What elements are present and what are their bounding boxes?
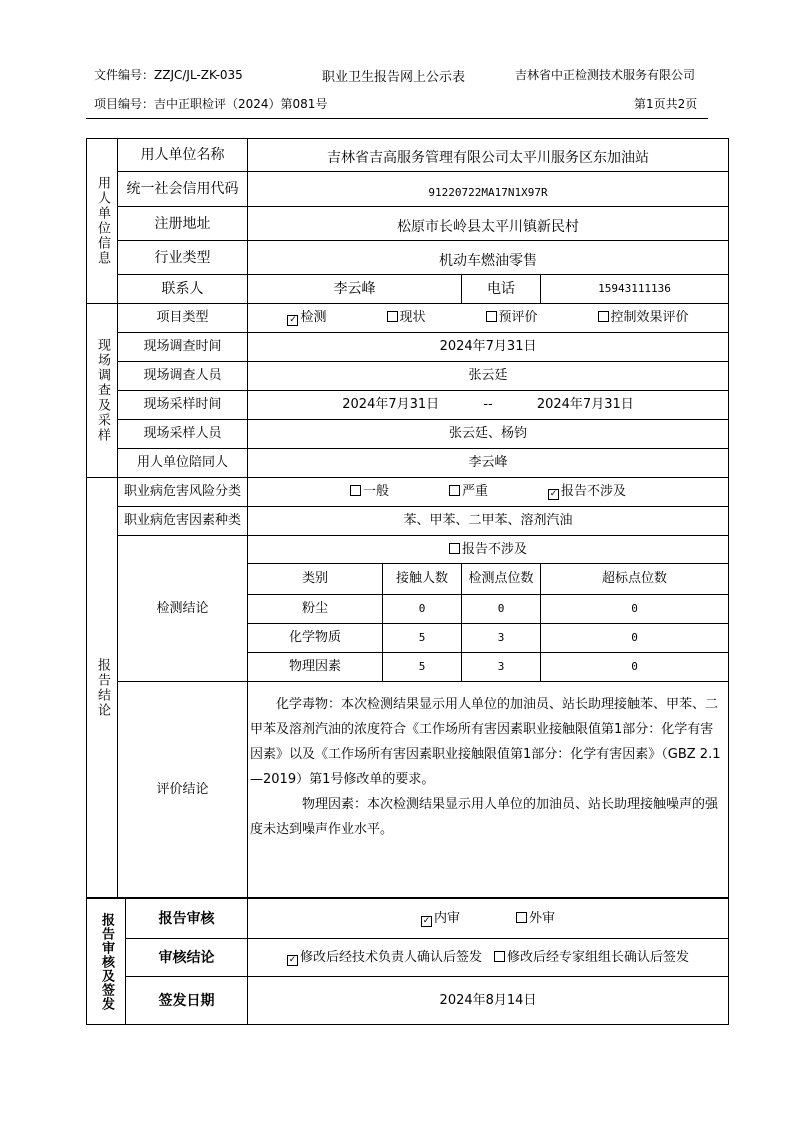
unchecked-box-icon[interactable] [494,951,505,962]
unchecked-box-icon[interactable] [387,311,398,322]
detect-column-header: 超标点位数 [541,564,729,595]
unchecked-box-icon[interactable] [598,311,609,322]
detect-column-header: 类别 [248,564,383,595]
project-type-label: 项目类型 [118,304,248,333]
factor-type-label: 职业病危害因素种类 [118,507,248,536]
header-rule [86,118,708,119]
companion: 李云峰 [248,449,729,478]
detect-conclusion-label: 检测结论 [118,536,248,682]
address-label: 注册地址 [118,207,248,241]
checked-box-icon[interactable]: ✓ [549,489,558,499]
conclusion-section-label: 报告结论 [87,478,118,898]
eval-conclusion-label: 评价结论 [118,682,248,898]
credit-code: 91220722MA17N1X97R [248,172,729,207]
risk-class-label: 职业病危害风险分类 [118,478,248,507]
detect-na-label: 报告不涉及 [462,541,528,557]
surveyor: 张云廷 [248,362,729,391]
eval-conclusion-text [248,682,729,898]
checked-box-icon[interactable]: ✓ [289,315,297,325]
detect-cell: 5 [383,624,462,653]
sample-time-sep: -- [483,397,493,412]
detect-cell: 0 [541,653,729,682]
sampler-label: 现场采样人员 [118,420,248,449]
checkbox-option[interactable] [387,310,426,326]
employer-name-label: 用人单位名称 [118,139,248,172]
main-table [86,138,729,898]
address: 松原市长岭县太平川镇新民村 [248,207,729,241]
employer-name: 吉林省吉高服务管理有限公司太平川服务区东加油站 [248,139,729,172]
company-name: 吉林省中正检测技术服务有限公司 [515,68,696,82]
checkbox-option[interactable] [287,950,482,966]
detect-column-header: 接触人数 [383,564,462,595]
contact-label: 联系人 [118,275,248,304]
sample-time-from: 2024年7月31日 [342,397,440,412]
detect-cell: 3 [462,624,541,653]
report-review-options [248,899,729,939]
contact-name: 李云峰 [248,275,462,304]
checkbox-option-label: 现状 [399,310,426,325]
detect-column-header: 检测点位数 [462,564,541,595]
detect-cell: 化学物质 [248,624,383,653]
report-review-label: 报告审核 [126,899,248,939]
checkbox-option[interactable] [516,911,555,927]
file-number: 文件编号：ZZJC/JL-ZK-035 [94,68,243,82]
sample-time-label: 现场采样时间 [118,391,248,420]
employer-section-label: 用人单位信息 [87,139,118,304]
eval-paragraph-physical: 物理因素：本次检测结果显示用人单位的加油员、站长助理接触噪声的强度未达到噪声作业水平。 [250,797,719,837]
sample-time [248,391,729,420]
checkbox-option[interactable] [449,484,488,500]
issue-date: 2024年8月14日 [248,977,729,1025]
review-result-options [248,939,729,977]
unchecked-box-icon[interactable] [350,485,361,496]
survey-time: 2024年7月31日 [248,333,729,362]
sample-time-to: 2024年7月31日 [536,397,634,412]
sampler: 张云廷、杨钧 [248,420,729,449]
detect-cell: 0 [541,624,729,653]
industry-label: 行业类型 [118,241,248,275]
phone-label: 电话 [462,275,541,304]
checkbox-option[interactable] [494,950,689,966]
checkbox-option[interactable] [486,310,538,326]
detect-cell: 0 [383,595,462,624]
checkbox-option-label: 修改后经技术负责人确认后签发 [299,949,482,965]
checkbox-option-label: 修改后经专家组组长确认后签发 [507,949,690,965]
checkbox-option-label: 检测 [300,310,327,325]
issue-date-label: 签发日期 [126,977,248,1025]
review-table [86,898,729,1025]
industry: 机动车燃油零售 [248,241,729,275]
unchecked-box-icon[interactable] [449,543,460,554]
detect-cell: 5 [383,653,462,682]
detect-cell: 0 [541,595,729,624]
checkbox-option[interactable] [598,310,689,326]
checkbox-option-label: 报告不涉及 [561,484,627,499]
checkbox-option-label: 控制效果评价 [610,310,689,325]
detect-cell: 物理因素 [248,653,383,682]
review-result-label: 审核结论 [126,939,248,977]
factor-types: 苯、甲苯、二甲苯、溶剂汽油 [248,507,729,536]
form-title: 职业卫生报告网上公示表 [322,70,466,85]
checkbox-option-label: 预评价 [498,310,538,325]
checkbox-option[interactable] [287,310,326,326]
survey-time-label: 现场调查时间 [118,333,248,362]
unchecked-box-icon[interactable] [449,485,460,496]
unchecked-box-icon[interactable] [516,912,527,923]
checkbox-option-label: 外审 [529,910,556,926]
checkbox-option-label: 严重 [462,484,489,499]
companion-label: 用人单位陪同人 [118,449,248,478]
checkbox-option[interactable] [548,484,626,500]
project-type-options [248,304,729,333]
detect-cell: 0 [462,595,541,624]
survey-section-label: 现场调查及采样 [87,304,118,478]
phone-number: 15943111136 [541,275,729,304]
checked-box-icon[interactable]: ✓ [288,954,297,965]
checkbox-option[interactable] [350,484,389,500]
risk-class-options [248,478,729,507]
unchecked-box-icon[interactable] [486,311,497,322]
checkbox-option-label: 一般 [362,484,389,499]
eval-paragraph-chemical: 化学毒物：本次检测结果显示用人单位的加油员、站长助理接触苯、甲苯、二甲苯及溶剂汽油的浓度符合《工作场所有害因素职业接触限值第1部分：化学有害因素》以及《工作场所有害因素职业接触限值第1部分：化学有害因素》（GBZ 2.1—2019）第1号修改单的要求。 [250,697,721,787]
checked-box-icon[interactable]: ✓ [422,915,431,926]
review-section-label: 报告审核及签发 [87,899,126,1025]
detect-not-applicable [248,536,729,564]
project-number: 项目编号：吉中正职检评（2024）第081号 [94,97,328,111]
detect-cell: 粉尘 [248,595,383,624]
checkbox-option-label: 内审 [433,910,460,926]
checkbox-option[interactable] [421,911,460,927]
surveyor-label: 现场调查人员 [118,362,248,391]
credit-code-label: 统一社会信用代码 [118,172,248,207]
detect-cell: 3 [462,653,541,682]
page-number: 第1页共2页 [634,97,698,111]
